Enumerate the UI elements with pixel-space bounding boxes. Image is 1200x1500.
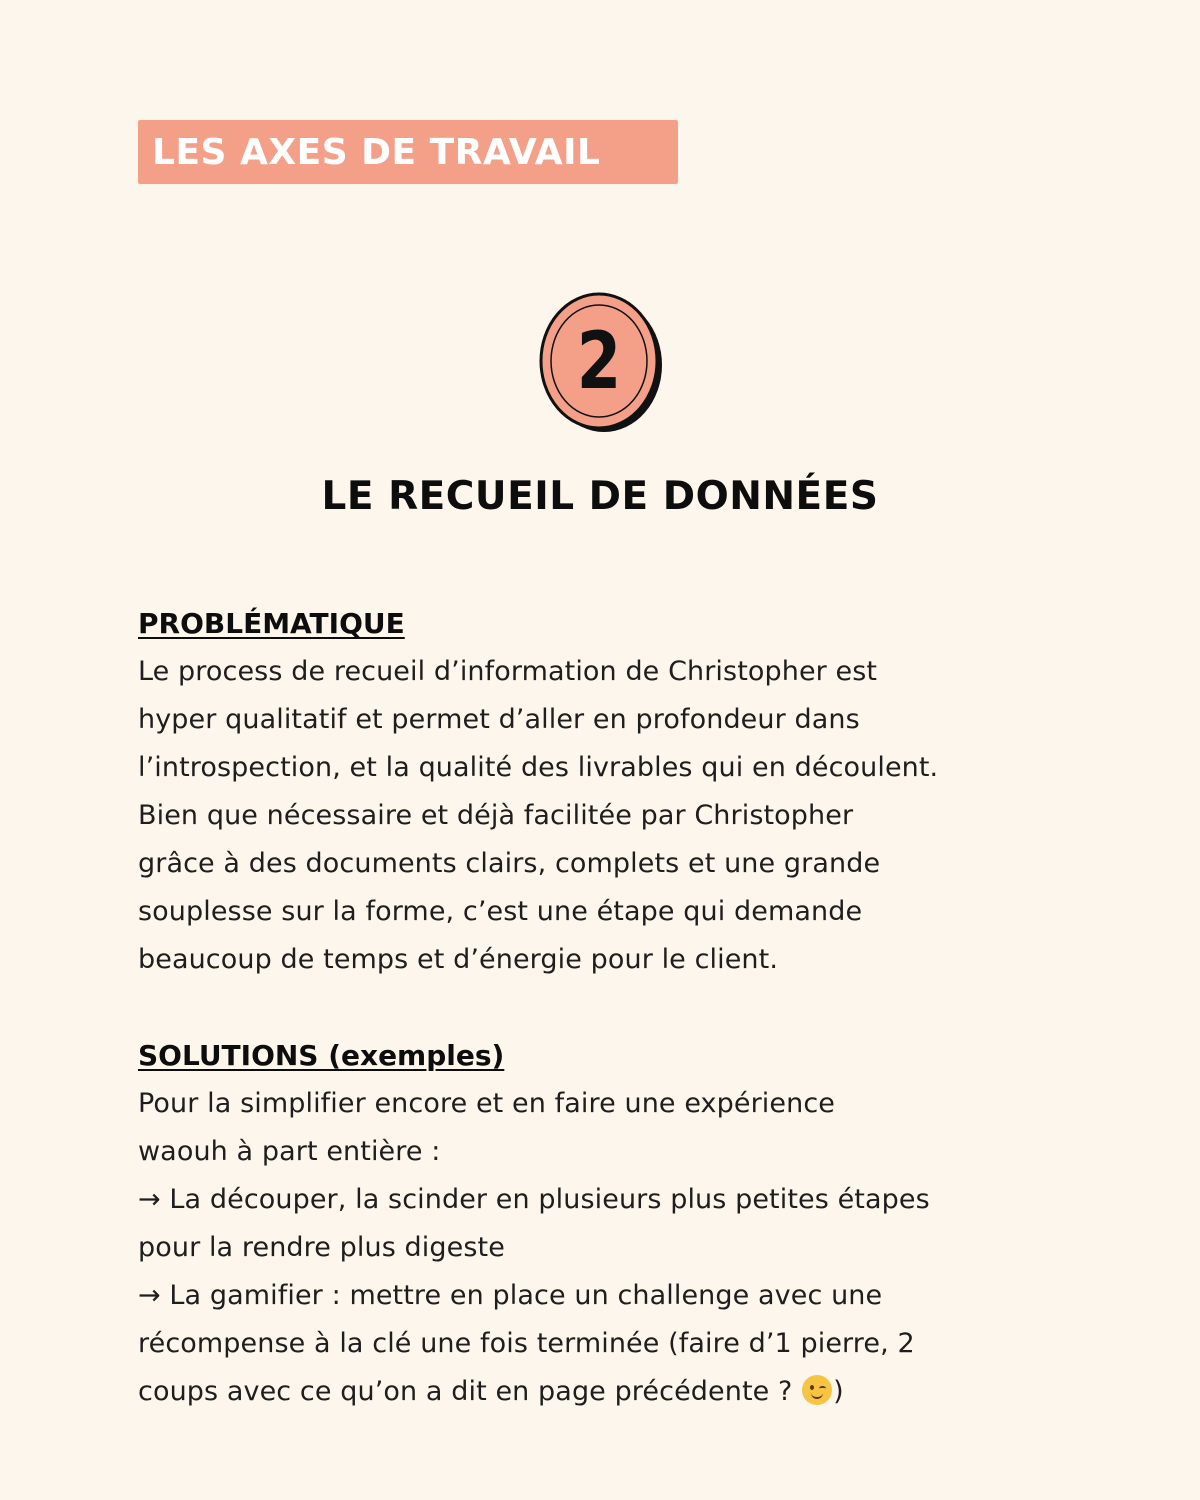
badge-number: 2 — [576, 315, 622, 407]
problematique-line: hyper qualitatif et permet d’aller en profondeur dans — [138, 704, 860, 735]
problematique-line: Le process de recueil d’information de Christopher est — [138, 656, 878, 687]
solutions-line: → La découper, la scinder en plusieurs plus petites étapes — [138, 1184, 930, 1215]
page-heading: LE RECUEIL DE DONNÉES — [321, 474, 879, 519]
winking-face-icon — [802, 1375, 832, 1405]
solutions-line: pour la rendre plus digeste — [138, 1232, 505, 1263]
problematique-line: souplesse sur la forme, c’est une étape qui demande — [138, 896, 863, 927]
problematique-title: PROBLÉMATIQUE — [138, 607, 405, 640]
solutions-last-line — [138, 1368, 1078, 1416]
solutions-last-line-close: ) — [833, 1376, 844, 1407]
problematique-section — [138, 600, 1078, 984]
problematique-line: beaucoup de temps et d’énergie pour le client. — [138, 944, 779, 975]
solutions-last-line-text: coups avec ce qu’on a dit en page précédente ? — [138, 1376, 802, 1407]
section-tag-label: LES AXES DE TRAVAIL — [152, 131, 601, 173]
solutions-line: récompense à la clé une fois terminée (faire d’1 pierre, 2 — [138, 1328, 915, 1359]
solutions-line: Pour la simplifier encore et en faire une expérience — [138, 1088, 835, 1119]
section-tag — [138, 120, 678, 184]
solutions-line: waouh à part entière : — [138, 1136, 441, 1167]
problematique-line: grâce à des documents clairs, complets et une grande — [138, 848, 881, 879]
problematique-line: l’introspection, et la qualité des livrables qui en découlent. — [138, 752, 939, 783]
solutions-line: → La gamifier : mettre en place un challenge avec une — [138, 1280, 883, 1311]
number-badge — [538, 292, 666, 434]
solutions-title: SOLUTIONS (exemples) — [138, 1039, 505, 1072]
solutions-section — [138, 1032, 1078, 1416]
problematique-line: Bien que nécessaire et déjà facilitée par Christopher — [138, 800, 854, 831]
